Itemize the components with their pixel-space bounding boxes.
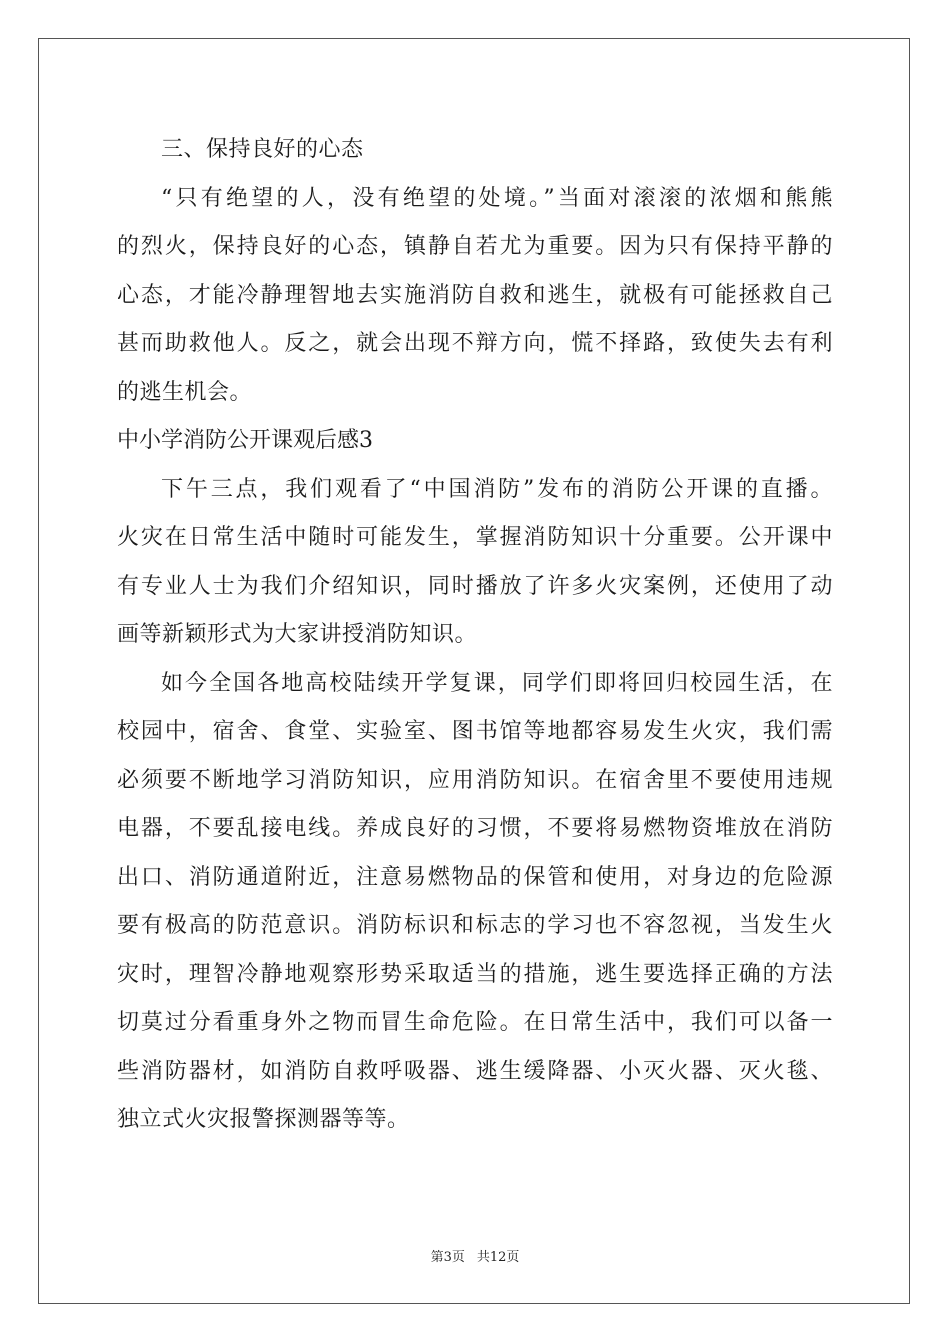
text-line: 的逃生机会。 [117,379,253,405]
text-line: 甚而助救他人。反之，就会出现不辩方向，慌不择路，致使失去有利 [117,331,833,356]
text-line: 独立式火灾报警探测器等等。 [117,1107,410,1132]
text-line: 出口、消防通道附近，注意易燃物品的保管和使用，对身边的危险源 [117,864,833,890]
text-line: 切莫过分看重身外之物而冒生命危险。在日常生活中，我们可以备一 [117,1010,833,1035]
section-heading: 中小学消防公开课观后感3 [117,428,373,453]
text-line: 如今全国各地高校陆续开学复课，同学们即将回归校园生活，在 [161,670,833,696]
document-body [117,126,833,1145]
page-number-total: 共12页 [476,1250,520,1265]
text-line: 画等新颖形式为大家讲授消防知识。 [117,622,478,647]
text-line: 要有极高的防范意识。消防标识和标志的学习也不容忽视，当发生火 [117,913,833,938]
text-line: 心态，才能冷静理智地去实施消防自救和逃生，就极有可能拯救自己 [117,282,833,308]
text-line: “只有绝望的人，没有绝望的处境。”当面对滚滚的浓烟和熊熊 [161,185,833,211]
text-line: 校园中，宿舍、食堂、实验室、图书馆等地都容易发生火灾，我们需 [117,719,833,744]
page-footer [0,1246,950,1265]
text-line: 必须要不断地学习消防知识，应用消防知识。在宿舍里不要使用违规 [117,767,833,793]
text-line: 灾时，理智冷静地观察形势采取适当的措施，逃生要选择正确的方法 [117,961,833,987]
text-line: 有专业人士为我们介绍知识，同时播放了许多火灾案例，还使用了动 [117,573,833,599]
text-line: 三、保持良好的心态 [161,137,364,162]
text-line: 电器，不要乱接电线。养成良好的习惯，不要将易燃物资堆放在消防 [117,816,833,841]
text-line: 些消防器材，如消防自救呼吸器、逃生缓降器、小灭火器、灭火毯、 [117,1058,833,1084]
text-line: 的烈火，保持良好的心态，镇静自若尤为重要。因为只有保持平静的 [117,234,833,259]
text-line: 下午三点，我们观看了“中国消防”发布的消防公开课的直播。 [161,476,833,502]
text-line: 火灾在日常生活中随时可能发生，掌握消防知识十分重要。公开课中 [117,525,833,550]
page-number-current: 第3页 [430,1250,465,1265]
